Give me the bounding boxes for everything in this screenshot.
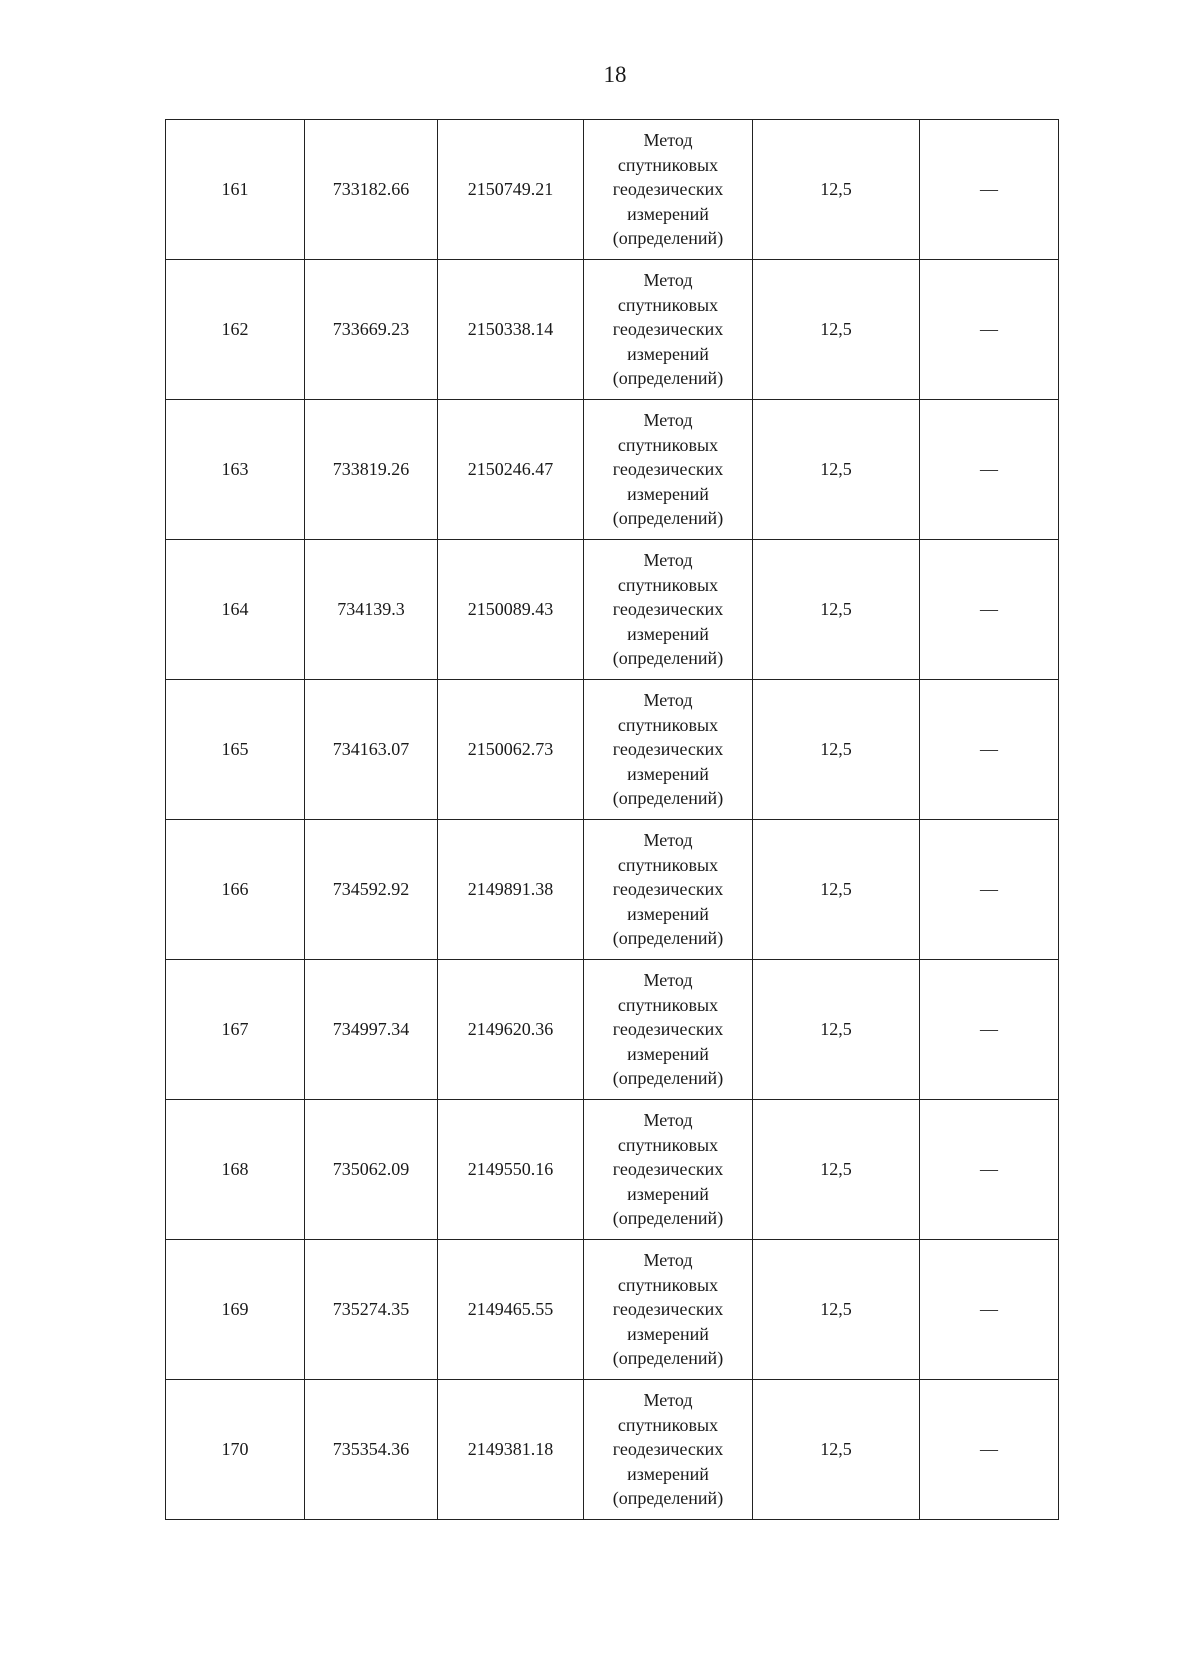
method-line: спутниковых bbox=[617, 854, 719, 875]
method-line: Метод bbox=[643, 690, 693, 711]
method-cell bbox=[584, 1240, 753, 1380]
note-cell bbox=[920, 1380, 1059, 1520]
method-line: (определений) bbox=[612, 508, 724, 529]
note-dash: — bbox=[980, 319, 998, 340]
method-line: Метод bbox=[643, 270, 693, 291]
method-line: геодезических bbox=[612, 1299, 724, 1320]
method-line: спутниковых bbox=[617, 434, 719, 455]
method-line: Метод bbox=[643, 970, 693, 991]
x-coordinate-cell: 735062.09 bbox=[305, 1100, 438, 1240]
method-line: геодезических bbox=[612, 739, 724, 760]
method-line: измерений bbox=[627, 623, 709, 644]
method-line: геодезических bbox=[612, 599, 724, 620]
method-line: спутниковых bbox=[617, 154, 719, 175]
y-coordinate-cell: 2149550.16 bbox=[438, 1100, 584, 1240]
note-dash: — bbox=[980, 599, 998, 620]
x-coordinate-cell: 734139.3 bbox=[305, 540, 438, 680]
method-line: (определений) bbox=[612, 928, 724, 949]
method-line: (определений) bbox=[612, 1348, 724, 1369]
note-cell bbox=[920, 1240, 1059, 1380]
method-line: геодезических bbox=[612, 319, 724, 340]
method-line: измерений bbox=[627, 1323, 709, 1344]
x-coordinate-cell: 734592.92 bbox=[305, 820, 438, 960]
accuracy-cell: 12,5 bbox=[753, 680, 920, 820]
note-cell bbox=[920, 960, 1059, 1100]
method-line: измерений bbox=[627, 1183, 709, 1204]
method-cell bbox=[584, 960, 753, 1100]
method-cell bbox=[584, 540, 753, 680]
note-cell bbox=[920, 680, 1059, 820]
x-coordinate-cell: 733819.26 bbox=[305, 400, 438, 540]
method-line: геодезических bbox=[612, 1159, 724, 1180]
method-cell bbox=[584, 260, 753, 400]
method-line: спутниковых bbox=[617, 294, 719, 315]
y-coordinate-cell: 2149620.36 bbox=[438, 960, 584, 1100]
method-line: (определений) bbox=[612, 1068, 724, 1089]
table-row bbox=[166, 820, 1059, 960]
y-coordinate-cell: 2150749.21 bbox=[438, 120, 584, 260]
accuracy-cell: 12,5 bbox=[753, 260, 920, 400]
accuracy-cell: 12,5 bbox=[753, 960, 920, 1100]
page-number: 18 bbox=[603, 62, 627, 87]
method-line: Метод bbox=[643, 410, 693, 431]
y-coordinate-cell: 2150338.14 bbox=[438, 260, 584, 400]
accuracy-cell: 12,5 bbox=[753, 820, 920, 960]
method-line: измерений bbox=[627, 343, 709, 364]
point-number-cell: 161 bbox=[166, 120, 305, 260]
x-coordinate-cell: 733669.23 bbox=[305, 260, 438, 400]
x-coordinate-cell: 735354.36 bbox=[305, 1380, 438, 1520]
method-line: Метод bbox=[643, 830, 693, 851]
method-line: (определений) bbox=[612, 1488, 724, 1509]
method-line: измерений bbox=[627, 203, 709, 224]
note-cell bbox=[920, 260, 1059, 400]
table-row bbox=[166, 400, 1059, 540]
point-number-cell: 162 bbox=[166, 260, 305, 400]
method-line: спутниковых bbox=[617, 1134, 719, 1155]
note-cell bbox=[920, 1100, 1059, 1240]
y-coordinate-cell: 2149381.18 bbox=[438, 1380, 584, 1520]
method-cell bbox=[584, 1380, 753, 1520]
method-line: измерений bbox=[627, 1043, 709, 1064]
note-dash: — bbox=[980, 879, 998, 900]
method-line: спутниковых bbox=[617, 574, 719, 595]
table-row bbox=[166, 120, 1059, 260]
point-number-cell: 165 bbox=[166, 680, 305, 820]
note-dash: — bbox=[980, 739, 998, 760]
method-line: измерений bbox=[627, 483, 709, 504]
point-number-cell: 166 bbox=[166, 820, 305, 960]
table-row bbox=[166, 1100, 1059, 1240]
method-cell bbox=[584, 820, 753, 960]
method-line: (определений) bbox=[612, 648, 724, 669]
x-coordinate-cell: 733182.66 bbox=[305, 120, 438, 260]
method-cell bbox=[584, 120, 753, 260]
note-cell bbox=[920, 120, 1059, 260]
method-line: спутниковых bbox=[617, 1274, 719, 1295]
method-line: Метод bbox=[643, 1390, 693, 1411]
method-line: геодезических bbox=[612, 879, 724, 900]
accuracy-cell: 12,5 bbox=[753, 120, 920, 260]
point-number-cell: 167 bbox=[166, 960, 305, 1100]
method-line: (определений) bbox=[612, 788, 724, 809]
x-coordinate-cell: 735274.35 bbox=[305, 1240, 438, 1380]
method-line: (определений) bbox=[612, 1208, 724, 1229]
method-line: геодезических bbox=[612, 179, 724, 200]
table-row bbox=[166, 1240, 1059, 1380]
point-number-cell: 169 bbox=[166, 1240, 305, 1380]
coordinates-table bbox=[165, 119, 1059, 1520]
method-line: Метод bbox=[643, 1250, 693, 1271]
accuracy-cell: 12,5 bbox=[753, 400, 920, 540]
note-dash: — bbox=[980, 1299, 998, 1320]
method-cell bbox=[584, 680, 753, 820]
table-row bbox=[166, 960, 1059, 1100]
y-coordinate-cell: 2150246.47 bbox=[438, 400, 584, 540]
note-dash: — bbox=[980, 1439, 998, 1460]
x-coordinate-cell: 734163.07 bbox=[305, 680, 438, 820]
method-line: спутниковых bbox=[617, 994, 719, 1015]
method-line: спутниковых bbox=[617, 1414, 719, 1435]
method-line: (определений) bbox=[612, 368, 724, 389]
y-coordinate-cell: 2149891.38 bbox=[438, 820, 584, 960]
table-row bbox=[166, 260, 1059, 400]
table-body bbox=[166, 120, 1059, 1520]
method-line: (определений) bbox=[612, 228, 724, 249]
accuracy-cell: 12,5 bbox=[753, 1240, 920, 1380]
method-line: Метод bbox=[643, 550, 693, 571]
y-coordinate-cell: 2150089.43 bbox=[438, 540, 584, 680]
method-line: спутниковых bbox=[617, 714, 719, 735]
method-line: измерений bbox=[627, 903, 709, 924]
method-cell bbox=[584, 400, 753, 540]
y-coordinate-cell: 2149465.55 bbox=[438, 1240, 584, 1380]
accuracy-cell: 12,5 bbox=[753, 1100, 920, 1240]
table-row bbox=[166, 1380, 1059, 1520]
table-row bbox=[166, 680, 1059, 820]
method-line: Метод bbox=[643, 130, 693, 151]
note-cell bbox=[920, 400, 1059, 540]
note-dash: — bbox=[980, 1019, 998, 1040]
point-number-cell: 170 bbox=[166, 1380, 305, 1520]
x-coordinate-cell: 734997.34 bbox=[305, 960, 438, 1100]
note-dash: — bbox=[980, 459, 998, 480]
method-line: геодезических bbox=[612, 459, 724, 480]
method-line: измерений bbox=[627, 1463, 709, 1484]
note-cell bbox=[920, 820, 1059, 960]
point-number-cell: 164 bbox=[166, 540, 305, 680]
note-dash: — bbox=[980, 179, 998, 200]
method-line: геодезических bbox=[612, 1439, 724, 1460]
point-number-cell: 168 bbox=[166, 1100, 305, 1240]
method-line: геодезических bbox=[612, 1019, 724, 1040]
table-row bbox=[166, 540, 1059, 680]
method-line: измерений bbox=[627, 763, 709, 784]
y-coordinate-cell: 2150062.73 bbox=[438, 680, 584, 820]
accuracy-cell: 12,5 bbox=[753, 540, 920, 680]
method-line: Метод bbox=[643, 1110, 693, 1131]
point-number-cell: 163 bbox=[166, 400, 305, 540]
note-cell bbox=[920, 540, 1059, 680]
note-dash: — bbox=[980, 1159, 998, 1180]
accuracy-cell: 12,5 bbox=[753, 1380, 920, 1520]
method-cell bbox=[584, 1100, 753, 1240]
